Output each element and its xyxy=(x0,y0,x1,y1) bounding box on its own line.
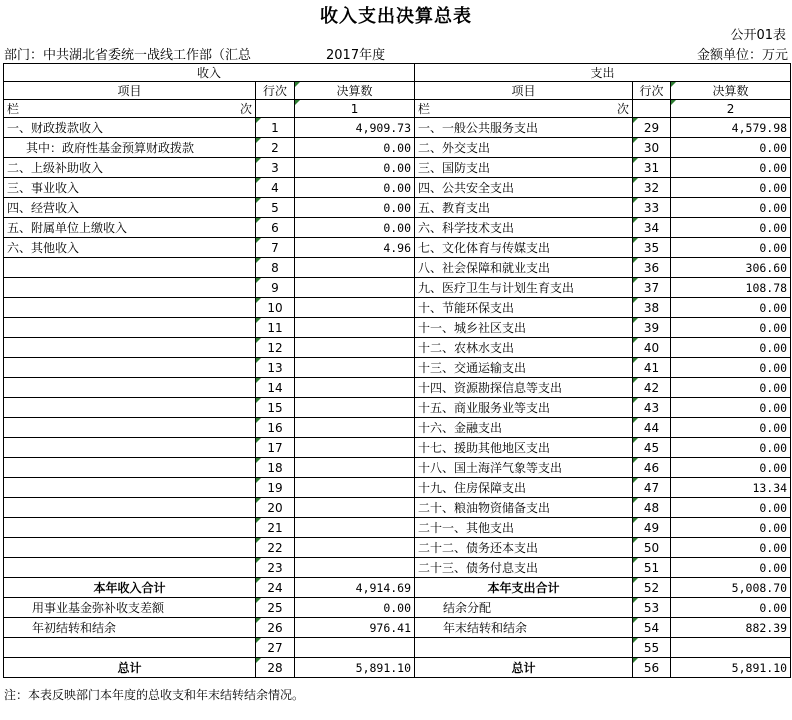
unit-label: 金额单位：万元 xyxy=(696,48,788,63)
expense-line-no: 49 xyxy=(633,518,671,538)
expense-item-header: 项目 xyxy=(415,82,633,100)
income-summary-amount: 4,914.69 xyxy=(295,578,415,598)
income-item-header: 项目 xyxy=(4,82,256,100)
income-section-header: 收入 xyxy=(4,64,415,82)
expense-summary-item: 年末结转和结余 xyxy=(415,618,633,638)
income-amount: 0.00 xyxy=(295,158,415,178)
income-line-no: 22 xyxy=(256,538,295,558)
expense-item: 十一、城乡社区支出 xyxy=(415,318,633,338)
expense-summary-item: 结余分配 xyxy=(415,598,633,618)
table-row xyxy=(4,538,791,558)
expense-line-no: 32 xyxy=(633,178,671,198)
expense-item: 一、一般公共服务支出 xyxy=(415,118,633,138)
income-amount xyxy=(295,538,415,558)
table-row xyxy=(4,318,791,338)
income-line-no: 15 xyxy=(256,398,295,418)
expense-amount: 0.00 xyxy=(671,298,791,318)
expense-amount: 0.00 xyxy=(671,518,791,538)
income-item xyxy=(4,478,256,498)
expense-item: 十八、国土海洋气象等支出 xyxy=(415,458,633,478)
expense-amount: 108.78 xyxy=(671,278,791,298)
expense-line-no: 33 xyxy=(633,198,671,218)
income-item xyxy=(4,338,256,358)
expense-amount: 0.00 xyxy=(671,138,791,158)
expense-line-no: 51 xyxy=(633,558,671,578)
footnote: 注：本表反映部门本年度的总收支和年末结转结余情况。 xyxy=(4,688,305,702)
income-line-no: 13 xyxy=(256,358,295,378)
summary-row xyxy=(4,658,791,678)
income-summary-item xyxy=(4,638,256,658)
table-row xyxy=(4,458,791,478)
expense-line-no: 45 xyxy=(633,438,671,458)
table-row xyxy=(4,378,791,398)
income-col-number: 1 xyxy=(295,100,415,118)
income-amount xyxy=(295,558,415,578)
income-line-no: 20 xyxy=(256,498,295,518)
table-row xyxy=(4,178,791,198)
income-item: 六、其他收入 xyxy=(4,238,256,258)
table-row xyxy=(4,398,791,418)
income-line-no: 11 xyxy=(256,318,295,338)
income-summary-line-no: 25 xyxy=(256,598,295,618)
expense-summary-amount: 882.39 xyxy=(671,618,791,638)
expense-amount: 306.60 xyxy=(671,258,791,278)
expense-line-no: 46 xyxy=(633,458,671,478)
department-label: 部门：中共湖北省委统一战线工作部（汇总 xyxy=(4,48,252,63)
income-amount xyxy=(295,498,415,518)
expense-line-no: 31 xyxy=(633,158,671,178)
expense-amount: 0.00 xyxy=(671,438,791,458)
income-line-no: 7 xyxy=(256,238,295,258)
expense-line-header: 行次 xyxy=(633,82,671,100)
expense-amount-header: 决算数 xyxy=(671,82,791,100)
income-summary-item: 总计 xyxy=(4,658,256,678)
expense-amount: 0.00 xyxy=(671,318,791,338)
expense-summary-line-no: 56 xyxy=(633,658,671,678)
expense-summary-amount: 5,891.10 xyxy=(671,658,791,678)
income-summary-item: 本年收入合计 xyxy=(4,578,256,598)
income-amount xyxy=(295,418,415,438)
table-row xyxy=(4,338,791,358)
expense-line-no: 48 xyxy=(633,498,671,518)
expense-item: 二十、粮油物资储备支出 xyxy=(415,498,633,518)
expense-section-header: 支出 xyxy=(415,64,791,82)
expense-lan-line-cell xyxy=(633,100,671,118)
table-row xyxy=(4,258,791,278)
income-line-no: 14 xyxy=(256,378,295,398)
ci-label: 次 xyxy=(617,102,630,116)
expense-amount: 0.00 xyxy=(671,178,791,198)
income-line-no: 23 xyxy=(256,558,295,578)
income-line-no: 16 xyxy=(256,418,295,438)
income-line-no: 10 xyxy=(256,298,295,318)
income-item xyxy=(4,258,256,278)
income-line-no: 18 xyxy=(256,458,295,478)
expense-item: 二十三、债务付息支出 xyxy=(415,558,633,578)
expense-item: 二十二、债务还本支出 xyxy=(415,538,633,558)
income-summary-line-no: 28 xyxy=(256,658,295,678)
income-amount xyxy=(295,298,415,318)
income-amount: 0.00 xyxy=(295,218,415,238)
table-row xyxy=(4,218,791,238)
income-summary-line-no: 27 xyxy=(256,638,295,658)
expense-amount: 0.00 xyxy=(671,338,791,358)
table-row xyxy=(4,478,791,498)
income-summary-line-no: 26 xyxy=(256,618,295,638)
income-item xyxy=(4,298,256,318)
lan-label: 栏 xyxy=(418,102,431,116)
expense-item: 十三、交通运输支出 xyxy=(415,358,633,378)
expense-amount: 4,579.98 xyxy=(671,118,791,138)
income-item: 四、经营收入 xyxy=(4,198,256,218)
income-item: 一、财政拨款收入 xyxy=(4,118,256,138)
expense-line-no: 34 xyxy=(633,218,671,238)
table-row xyxy=(4,198,791,218)
income-item xyxy=(4,558,256,578)
table-row xyxy=(4,238,791,258)
income-line-header: 行次 xyxy=(256,82,295,100)
meta-row xyxy=(4,44,788,63)
income-item xyxy=(4,378,256,398)
summary-row xyxy=(4,618,791,638)
expense-item: 二、外交支出 xyxy=(415,138,633,158)
expense-summary-line-no: 55 xyxy=(633,638,671,658)
expense-item: 十七、援助其他地区支出 xyxy=(415,438,633,458)
income-item xyxy=(4,498,256,518)
income-amount xyxy=(295,278,415,298)
expense-summary-line-no: 54 xyxy=(633,618,671,638)
expense-item: 十九、住房保障支出 xyxy=(415,478,633,498)
expense-amount: 0.00 xyxy=(671,158,791,178)
income-line-no: 19 xyxy=(256,478,295,498)
expense-item: 二十一、其他支出 xyxy=(415,518,633,538)
income-summary-amount: 5,891.10 xyxy=(295,658,415,678)
expense-item: 四、公共安全支出 xyxy=(415,178,633,198)
income-summary-item: 用事业基金弥补收支差额 xyxy=(4,598,256,618)
expense-line-no: 36 xyxy=(633,258,671,278)
income-amount xyxy=(295,258,415,278)
income-amount xyxy=(295,338,415,358)
expense-summary-line-no: 52 xyxy=(633,578,671,598)
expense-amount: 0.00 xyxy=(671,558,791,578)
income-lan-cell xyxy=(4,100,256,118)
expense-line-no: 39 xyxy=(633,318,671,338)
lan-label: 栏 xyxy=(7,102,20,116)
expense-item: 五、教育支出 xyxy=(415,198,633,218)
expense-line-no: 37 xyxy=(633,278,671,298)
income-item xyxy=(4,518,256,538)
table-row xyxy=(4,278,791,298)
income-summary-item: 年初结转和结余 xyxy=(4,618,256,638)
income-item xyxy=(4,418,256,438)
table-row xyxy=(4,298,791,318)
income-amount xyxy=(295,398,415,418)
income-amount xyxy=(295,518,415,538)
income-item xyxy=(4,358,256,378)
income-item: 五、附属单位上缴收入 xyxy=(4,218,256,238)
income-line-no: 1 xyxy=(256,118,295,138)
summary-row xyxy=(4,638,791,658)
income-summary-amount: 0.00 xyxy=(295,598,415,618)
expense-summary-line-no: 53 xyxy=(633,598,671,618)
income-line-no: 6 xyxy=(256,218,295,238)
expense-summary-amount xyxy=(671,638,791,658)
expense-summary-amount: 0.00 xyxy=(671,598,791,618)
income-amount xyxy=(295,458,415,478)
expense-item: 八、社会保障和就业支出 xyxy=(415,258,633,278)
income-summary-amount: 976.41 xyxy=(295,618,415,638)
expense-lan-cell xyxy=(415,100,633,118)
income-item xyxy=(4,278,256,298)
expense-line-no: 35 xyxy=(633,238,671,258)
expense-item: 三、国防支出 xyxy=(415,158,633,178)
table-row xyxy=(4,118,791,138)
ci-label: 次 xyxy=(239,102,252,116)
expense-line-no: 29 xyxy=(633,118,671,138)
year-label: 2017年度 xyxy=(326,48,386,63)
expense-amount: 0.00 xyxy=(671,198,791,218)
income-summary-amount xyxy=(295,638,415,658)
income-amount xyxy=(295,358,415,378)
expense-amount: 0.00 xyxy=(671,458,791,478)
income-amount xyxy=(295,438,415,458)
income-item: 其中：政府性基金预算财政拨款 xyxy=(4,138,256,158)
expense-item: 七、文化体育与传媒支出 xyxy=(415,238,633,258)
income-amount xyxy=(295,378,415,398)
table-row xyxy=(4,358,791,378)
expense-amount: 0.00 xyxy=(671,358,791,378)
income-line-no: 4 xyxy=(256,178,295,198)
expense-line-no: 41 xyxy=(633,358,671,378)
income-item xyxy=(4,458,256,478)
expense-amount: 0.00 xyxy=(671,538,791,558)
expense-item: 十六、金融支出 xyxy=(415,418,633,438)
expense-amount: 0.00 xyxy=(671,398,791,418)
expense-amount: 0.00 xyxy=(671,218,791,238)
expense-item: 十五、商业服务业等支出 xyxy=(415,398,633,418)
income-amount: 4,909.73 xyxy=(295,118,415,138)
expense-item: 十、节能环保支出 xyxy=(415,298,633,318)
expense-item: 九、医疗卫生与计划生育支出 xyxy=(415,278,633,298)
expense-amount: 0.00 xyxy=(671,238,791,258)
form-number: 公开01表 xyxy=(730,28,786,43)
expense-amount: 13.34 xyxy=(671,478,791,498)
income-summary-line-no: 24 xyxy=(256,578,295,598)
expense-summary-amount: 5,008.70 xyxy=(671,578,791,598)
income-line-no: 17 xyxy=(256,438,295,458)
expense-line-no: 43 xyxy=(633,398,671,418)
income-item: 二、上级补助收入 xyxy=(4,158,256,178)
income-line-no: 5 xyxy=(256,198,295,218)
table-row xyxy=(4,138,791,158)
income-line-no: 9 xyxy=(256,278,295,298)
expense-amount: 0.00 xyxy=(671,498,791,518)
expense-col-number: 2 xyxy=(671,100,791,118)
expense-line-no: 38 xyxy=(633,298,671,318)
table-row xyxy=(4,558,791,578)
expense-amount: 0.00 xyxy=(671,418,791,438)
income-amount: 0.00 xyxy=(295,138,415,158)
expense-amount: 0.00 xyxy=(671,378,791,398)
page-title: 收入支出决算总表 xyxy=(320,6,472,27)
income-line-no: 8 xyxy=(256,258,295,278)
income-item xyxy=(4,438,256,458)
expense-line-no: 50 xyxy=(633,538,671,558)
expense-line-no: 30 xyxy=(633,138,671,158)
table-row xyxy=(4,518,791,538)
income-item xyxy=(4,538,256,558)
summary-row xyxy=(4,578,791,598)
expense-item: 十二、农林水支出 xyxy=(415,338,633,358)
expense-line-no: 44 xyxy=(633,418,671,438)
income-amount xyxy=(295,478,415,498)
expense-summary-item: 总计 xyxy=(415,658,633,678)
income-item xyxy=(4,318,256,338)
table-row xyxy=(4,498,791,518)
expense-summary-item xyxy=(415,638,633,658)
income-item xyxy=(4,398,256,418)
expense-line-no: 47 xyxy=(633,478,671,498)
table-row xyxy=(4,418,791,438)
income-expense-table xyxy=(3,63,791,678)
table-row xyxy=(4,158,791,178)
income-amount-header: 决算数 xyxy=(295,82,415,100)
table-row xyxy=(4,438,791,458)
income-line-no: 2 xyxy=(256,138,295,158)
expense-summary-item: 本年支出合计 xyxy=(415,578,633,598)
income-line-no: 21 xyxy=(256,518,295,538)
summary-row xyxy=(4,598,791,618)
income-amount: 4.96 xyxy=(295,238,415,258)
income-amount: 0.00 xyxy=(295,198,415,218)
income-line-no: 3 xyxy=(256,158,295,178)
expense-item: 十四、资源勘探信息等支出 xyxy=(415,378,633,398)
income-lan-line-cell xyxy=(256,100,295,118)
expense-item: 六、科学技术支出 xyxy=(415,218,633,238)
expense-line-no: 40 xyxy=(633,338,671,358)
income-amount xyxy=(295,318,415,338)
income-amount: 0.00 xyxy=(295,178,415,198)
expense-line-no: 42 xyxy=(633,378,671,398)
income-line-no: 12 xyxy=(256,338,295,358)
income-item: 三、事业收入 xyxy=(4,178,256,198)
